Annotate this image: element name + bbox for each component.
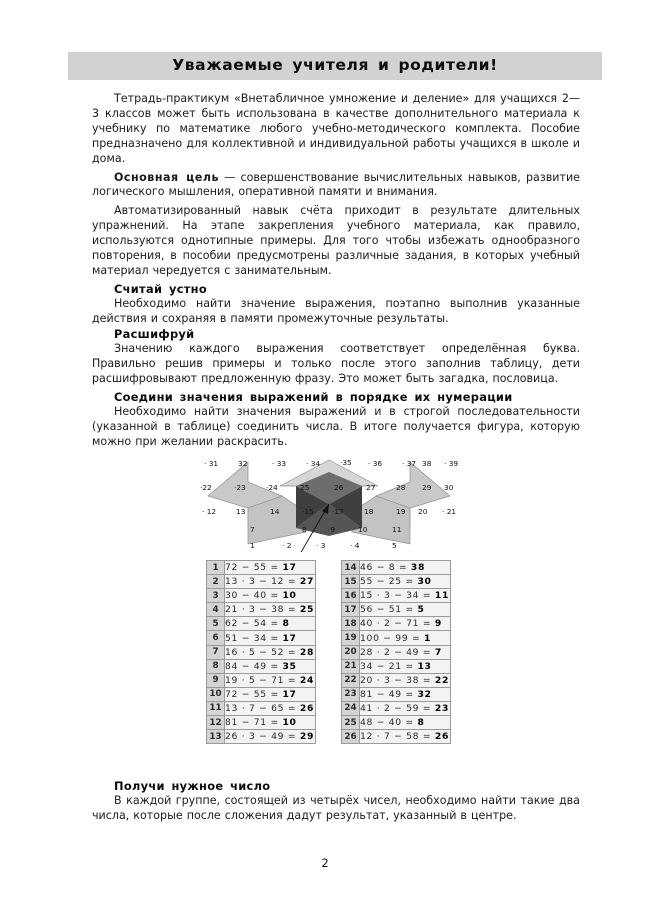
exercise-answer: 17 xyxy=(282,688,297,700)
section-text-get-number: В каждой группе, состоящей из четырёх чисел, необходимо найти такие два числа, которые после сложения дадут результат, указанный в центре. xyxy=(92,794,580,822)
star-figure-svg xyxy=(196,452,462,552)
exercise-expression: 28 · 2 − 49 = 7 xyxy=(360,645,451,659)
exercise-number: 12 xyxy=(207,716,225,730)
exercise-number: 4 xyxy=(207,603,225,617)
exercise-number: 17 xyxy=(342,603,360,617)
exercise-answer: 35 xyxy=(282,660,297,672)
exercise-number: 6 xyxy=(207,631,225,645)
exercise-expression: 20 · 3 − 38 = 22 xyxy=(360,674,450,686)
table-row xyxy=(342,673,451,687)
exercise-answer: 8 xyxy=(417,717,425,729)
exercise-expression: 30 − 40 = 10 xyxy=(225,589,316,603)
table-row xyxy=(207,603,316,617)
exercise-number: 14 xyxy=(342,561,360,575)
exercise-answer: 29 xyxy=(299,731,315,743)
section-connect-dots xyxy=(92,390,580,450)
svg-text:· 33: · 33 xyxy=(272,459,287,468)
svg-text:29: 29 xyxy=(422,483,432,492)
table-row xyxy=(342,730,451,744)
exercise-table-right xyxy=(341,560,451,744)
exercise-number: 25 xyxy=(342,716,360,730)
exercise-number: 26 xyxy=(342,730,360,744)
svg-text:18: 18 xyxy=(364,507,374,516)
exercise-expression: 72 − 55 = 17 xyxy=(225,561,316,575)
table-row xyxy=(207,617,316,631)
table-row xyxy=(207,575,316,589)
main-goal-lead: Основная цель xyxy=(114,170,220,184)
exercise-expression: 40 · 2 − 71 = 9 xyxy=(360,617,451,631)
svg-text:· 3: · 3 xyxy=(316,541,326,550)
svg-text:38: 38 xyxy=(422,459,432,468)
exercise-table-left xyxy=(206,560,316,744)
exercise-answer: 27 xyxy=(299,576,315,588)
exercise-answer: 38 xyxy=(410,562,426,574)
exercise-answer: 23 xyxy=(434,702,450,714)
svg-text:30: 30 xyxy=(444,483,454,492)
exercise-expression: 21 · 3 − 38 = 25 xyxy=(225,604,315,616)
table-row xyxy=(207,659,316,673)
table-row xyxy=(207,701,316,715)
svg-text:·35: ·35 xyxy=(340,458,352,467)
exercise-answer: 11 xyxy=(434,590,450,602)
svg-text:·15: ·15 xyxy=(302,507,314,516)
section-heading-get-number: Получи нужное число xyxy=(114,779,271,793)
exercise-number: 10 xyxy=(207,687,225,701)
svg-text:· 36: · 36 xyxy=(368,459,383,468)
exercise-number: 11 xyxy=(207,701,225,715)
exercise-expression: 19 · 5 − 71 = 24 xyxy=(225,674,315,686)
svg-text:26: 26 xyxy=(334,483,344,492)
svg-text:25: 25 xyxy=(300,483,310,492)
svg-text:10: 10 xyxy=(358,525,368,534)
main-goal-rest: — совершенствование вычислительных навыков, развитие логического мышления, оперативной памяти и внимания. xyxy=(92,170,580,199)
table-row xyxy=(207,716,316,730)
svg-text:14: 14 xyxy=(270,507,280,516)
exercise-answer: 26 xyxy=(299,702,315,714)
exercise-expression: 84 − 49 = 35 xyxy=(225,659,316,673)
exercise-expression: 56 − 51 = 5 xyxy=(360,603,451,617)
table-row xyxy=(342,645,451,659)
exercise-number: 2 xyxy=(207,575,225,589)
exercise-answer: 28 xyxy=(299,646,315,658)
exercise-number: 22 xyxy=(342,673,360,687)
exercise-answer: 10 xyxy=(282,717,297,729)
svg-text:· 2: · 2 xyxy=(282,541,292,550)
exercise-expression: 13 · 7 − 65 = 26 xyxy=(225,702,315,714)
svg-text:11: 11 xyxy=(392,525,402,534)
exercise-number: 9 xyxy=(207,673,225,687)
section-decode xyxy=(92,327,580,387)
table-row xyxy=(342,659,451,673)
exercise-answer: 24 xyxy=(299,674,315,686)
exercise-number: 15 xyxy=(342,575,360,589)
intro-paragraph-3: Автоматизированный навык счёта приходит в результате длительных упражнений. На этапе закрепления учебного материала, как правило, используются однотипные примеры. Для того чтобы избежать однообразного повторения, в пособии предусмотрены различные задания, в которых учебный материал чередуется с занимательным. xyxy=(92,204,580,277)
section-text-decode: Значению каждого выражения соответствует определённая буква. Правильно решив примеры и только после этого заполнив таблицу, дети расшифровывают предложенную фразу. Это может быть загадка, пословица. xyxy=(92,342,580,385)
exercise-answer: 8 xyxy=(282,618,290,630)
exercise-number: 16 xyxy=(342,589,360,603)
exercise-answer: 13 xyxy=(417,660,432,672)
table-row xyxy=(207,631,316,645)
exercise-number: 8 xyxy=(207,659,225,673)
exercise-number: 1 xyxy=(207,561,225,575)
exercise-answer: 17 xyxy=(282,632,297,644)
table-row xyxy=(342,631,451,645)
exercise-expression: 46 − 8 = 38 xyxy=(360,561,451,575)
svg-text:1: 1 xyxy=(250,541,255,550)
svg-text:19: 19 xyxy=(396,507,406,516)
svg-text:20: 20 xyxy=(418,507,428,516)
exercise-expression: 72 − 55 = 17 xyxy=(225,687,316,701)
table-row xyxy=(342,561,451,575)
page-number: 2 xyxy=(321,856,329,870)
exercise-expression: 41 · 2 − 59 = 23 xyxy=(360,702,450,714)
exercise-answer: 32 xyxy=(417,688,432,700)
exercise-answer: 5 xyxy=(417,604,425,616)
table-row xyxy=(207,687,316,701)
exercise-answer: 9 xyxy=(434,618,442,630)
exercise-tables xyxy=(206,560,468,768)
section-get-number xyxy=(92,779,580,824)
intro-paragraph-2 xyxy=(92,171,580,201)
dot-to-dot-figure xyxy=(196,452,462,552)
svg-text:·23: ·23 xyxy=(234,483,246,492)
svg-text:32: 32 xyxy=(238,459,248,468)
table-row xyxy=(207,730,316,744)
svg-text:7: 7 xyxy=(250,525,255,534)
exercise-answer: 22 xyxy=(434,674,450,686)
svg-text:· 37: · 37 xyxy=(402,459,417,468)
svg-text:13: 13 xyxy=(236,507,246,516)
table-row xyxy=(342,575,451,589)
page-title: Уважаемые учителя и родители! xyxy=(172,56,498,74)
table-row xyxy=(207,645,316,659)
section-text-connect-dots: Необходимо найти значения выражений и в строгой последовательности (указанной в таблице) соединить числа. В итоге получается фигура, которую можно при желании раскрасить. xyxy=(92,405,580,448)
svg-text:· 21: · 21 xyxy=(442,507,457,516)
section-heading-mental-math: Считай устно xyxy=(114,282,207,296)
table-row xyxy=(207,673,316,687)
intro-block xyxy=(92,92,580,279)
exercise-table-right-body xyxy=(342,561,451,744)
table-row xyxy=(207,589,316,603)
exercise-expression: 16 · 5 − 52 = 28 xyxy=(225,646,315,658)
table-row xyxy=(342,617,451,631)
svg-text:· 31: · 31 xyxy=(204,459,219,468)
exercise-expression: 62 − 54 = 8 xyxy=(225,617,316,631)
exercise-table-left-body xyxy=(207,561,316,744)
exercise-number: 3 xyxy=(207,589,225,603)
exercise-expression: 34 − 21 = 13 xyxy=(360,659,451,673)
svg-text:·24: ·24 xyxy=(266,483,278,492)
svg-text:·9: ·9 xyxy=(328,525,336,534)
exercise-number: 23 xyxy=(342,687,360,701)
svg-text:·22: ·22 xyxy=(200,483,212,492)
exercise-expression: 12 · 7 − 58 = 26 xyxy=(360,731,450,743)
exercise-expression: 48 − 40 = 8 xyxy=(360,716,451,730)
exercise-expression: 15 · 3 − 34 = 11 xyxy=(360,590,450,602)
exercise-number: 7 xyxy=(207,645,225,659)
exercise-answer: 17 xyxy=(282,562,297,574)
table-row xyxy=(342,603,451,617)
exercise-number: 18 xyxy=(342,617,360,631)
exercise-answer: 26 xyxy=(434,731,450,743)
table-row xyxy=(342,716,451,730)
exercise-number: 5 xyxy=(207,617,225,631)
exercise-answer: 7 xyxy=(434,646,442,658)
exercise-answer: 30 xyxy=(417,576,432,588)
svg-text:5: 5 xyxy=(392,541,397,550)
svg-text:· 39: · 39 xyxy=(444,459,459,468)
exercise-answer: 10 xyxy=(282,590,297,602)
exercise-expression: 26 · 3 − 49 = 29 xyxy=(225,731,315,743)
exercise-expression: 13 · 3 − 12 = 27 xyxy=(225,576,315,588)
svg-text:8: 8 xyxy=(302,525,307,534)
table-row xyxy=(342,701,451,715)
exercise-number: 24 xyxy=(342,701,360,715)
exercise-number: 19 xyxy=(342,631,360,645)
exercise-expression: 55 − 25 = 30 xyxy=(360,575,451,589)
intro-paragraph-1: Тетрадь-практикум «Внетабличное умножение и деление» для учащихся 2—3 классов может быть использована в качестве дополнительного материала к учебнику по математике любого учебно-методического комплекта. Пособие предназначено для коллективной и индивидуальной работы учащихся в школе и дома. xyxy=(92,92,580,165)
table-row xyxy=(342,687,451,701)
svg-text:· 34: · 34 xyxy=(306,459,321,468)
exercise-expression: 51 − 34 = 17 xyxy=(225,631,316,645)
svg-text:· 4: · 4 xyxy=(350,541,360,550)
exercise-expression: 100 − 99 = 1 xyxy=(360,631,451,645)
svg-text:27: 27 xyxy=(366,483,376,492)
exercise-expression: 81 − 49 = 32 xyxy=(360,687,451,701)
svg-text:·17: ·17 xyxy=(332,507,344,516)
section-text-mental-math: Необходимо найти значение выражения, поэтапно выполнив указанные действия и сохраняя в памяти промежуточные результаты. xyxy=(92,297,580,325)
exercise-answer: 25 xyxy=(299,604,315,616)
exercise-expression: 81 − 71 = 10 xyxy=(225,716,316,730)
exercise-answer: 1 xyxy=(424,632,432,644)
svg-text:· 12: · 12 xyxy=(202,507,217,516)
table-row xyxy=(207,561,316,575)
section-heading-decode: Расшифруй xyxy=(114,327,195,341)
table-row xyxy=(342,589,451,603)
exercise-number: 21 xyxy=(342,659,360,673)
section-mental-math xyxy=(92,282,580,327)
exercise-number: 20 xyxy=(342,645,360,659)
section-heading-connect-dots: Соедини значения выражений в порядке их нумерации xyxy=(114,390,513,404)
svg-text:28: 28 xyxy=(396,483,406,492)
exercise-number: 13 xyxy=(207,730,225,744)
